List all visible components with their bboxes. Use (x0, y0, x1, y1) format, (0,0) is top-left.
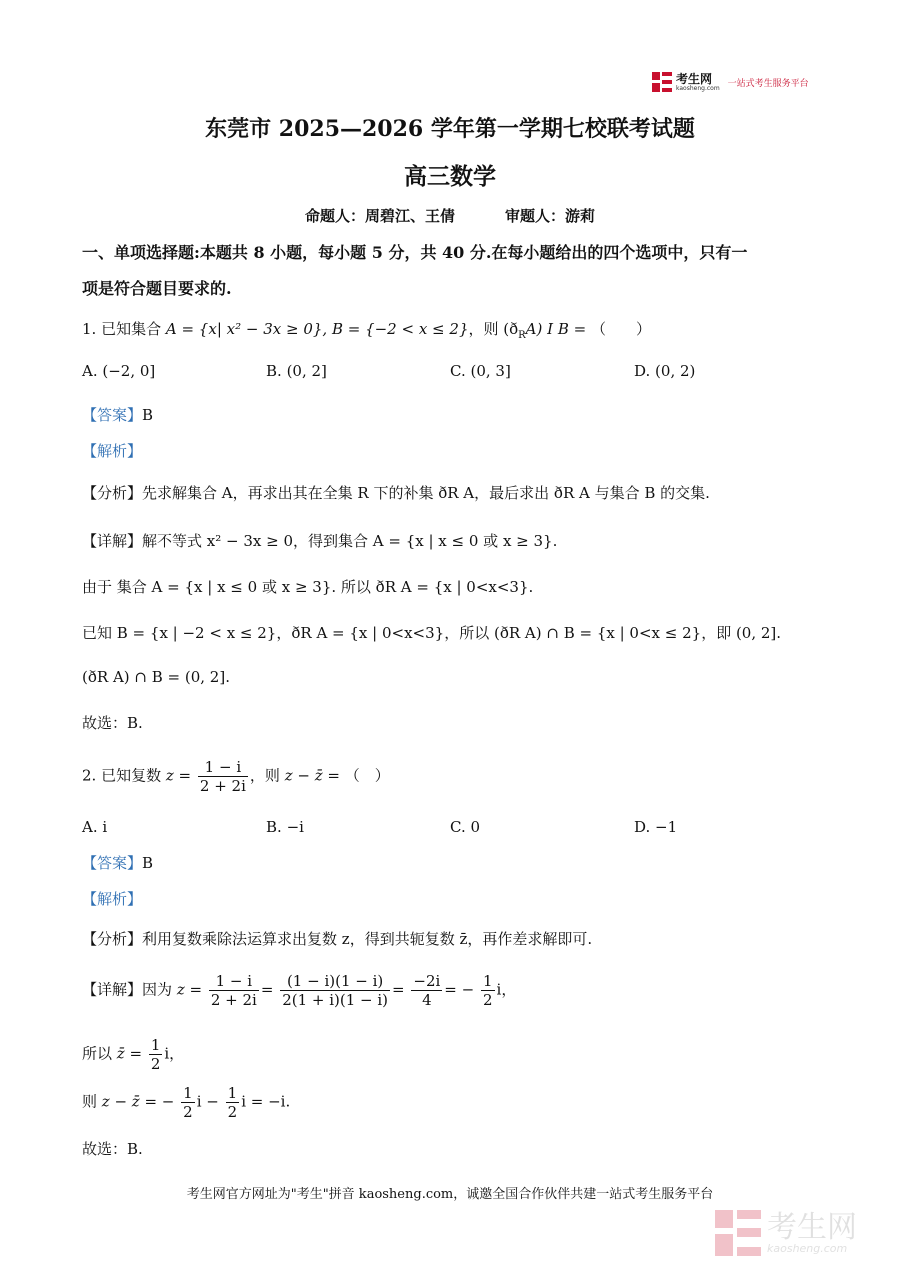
q1-answer: 【答案】B (82, 406, 154, 424)
watermark-name: 考生网 (767, 1209, 857, 1245)
q1-detail4: (ðR A) ∩ B = (0, 2]. (82, 668, 230, 686)
q1-math: A = {x| x² − 3x ≥ 0}, B = {−2 < x ≤ 2} (165, 320, 469, 338)
q1-prefix: 1. 已知集合 (82, 320, 162, 338)
q1-detail2: 由于 集合 A = {x | x ≤ 0 或 x ≥ 3}. 所以 ðR A = {x | 0<x<3}. (82, 578, 534, 596)
watermark-url: kaosheng.com (767, 1241, 848, 1255)
page-footer: 考生网官方网址为"考生"拼音 kaosheng.com，诚邀全国合作伙伴共建一站式考生服务平台 (186, 1187, 714, 1202)
q2-option-d: D. −1 (634, 818, 678, 836)
q2-conclusion: 故选：B. (82, 1140, 143, 1158)
q1-option-b: B. (0, 2] (266, 362, 327, 380)
q2-answer: 【答案】B (82, 854, 154, 872)
q2-fenxi: 【分析】利用复数乘除法运算求出复数 z，得到共轭复数 z̄，再作差求解即可. (82, 930, 593, 948)
watermark-logo-icon (715, 1210, 761, 1256)
q1-option-a: A. (−2, 0] (82, 362, 156, 380)
q1-option-c: C. (0, 3] (450, 362, 511, 380)
section-heading-line2: 项是符合题目要求的. (82, 279, 232, 298)
q2-option-a: A. i (82, 818, 108, 836)
q1-suffix: ，则 (ð (468, 320, 519, 338)
reviewer: 审题人：游莉 (505, 207, 596, 225)
logo-slogan: 一站式考生服务平台 (727, 78, 809, 89)
q1-tail: A) I B = (525, 320, 587, 338)
q1-analysis-tag: 【解析】 (82, 442, 143, 460)
page-title: 东莞市 2025—2026 学年第一学期七校联考试题 (205, 116, 695, 142)
q2-option-b: B. −i (266, 818, 304, 836)
q2-detail2: 所以 z̄ = $\frac{1}{2}$ i， (82, 1036, 185, 1073)
q2-option-c: C. 0 (450, 818, 481, 836)
q2-analysis-tag: 【解析】 (82, 890, 143, 908)
watermark (715, 1210, 857, 1256)
q2-detail3: 则 z − z̄ = − $\frac{1}{2}$ i − $\frac{1}{2}$ i = −i. (82, 1084, 291, 1121)
q1-fenxi: 【分析】先求解集合 A，再求出其在全集 R 下的补集 ðR A，最后求出 ðR A 与集合 B 的交集. (82, 484, 710, 502)
header-logo (652, 72, 809, 92)
q1-stem (82, 318, 651, 341)
q1-detail1: 【详解】解不等式 x² − 3x ≥ 0，得到集合 A = {x | x ≤ 0 或 x ≥ 3}. (82, 532, 558, 550)
q1-sub: R (518, 330, 526, 341)
authors-line (0, 205, 900, 226)
logo-url: kaosheng.com (676, 84, 720, 92)
kaosheng-logo-icon (652, 72, 672, 92)
q1-paren: （ ） (590, 320, 651, 338)
q2-stem: 2. 已知复数 z = $\frac{1 - i}{2 + 2i}$ ，则 z − z̄ = （ ） (82, 758, 390, 795)
q1-conclusion: 故选：B. (82, 714, 143, 732)
page-subtitle: 高三数学 (404, 163, 496, 190)
section-heading-line1: 一、单项选择题:本题共 8 小题，每小题 5 分，共 40 分.在每小题给出的四个选项中，只有一 (82, 243, 748, 262)
logo-name: 考生网 (676, 71, 713, 86)
q1-option-d: D. (0, 2) (634, 362, 696, 380)
q1-detail3: 已知 B = {x | −2 < x ≤ 2}，ðR A = {x | 0<x<3}，所以 (ðR A) ∩ B = {x | 0<x ≤ 2}，即 (0, 2]. (82, 624, 782, 642)
setter: 命题人：周碧江、王倩 (304, 207, 455, 225)
q2-detail1: 【详解】因为 z = $\frac{1 - i}{2 + 2i}$ = $\frac{(1 - i)(1 - i)}{2(1 + i)(1 - i)}$ = $\frac{-2i}{4}$ = − $\frac{1}{2}$ i， (82, 972, 517, 1009)
